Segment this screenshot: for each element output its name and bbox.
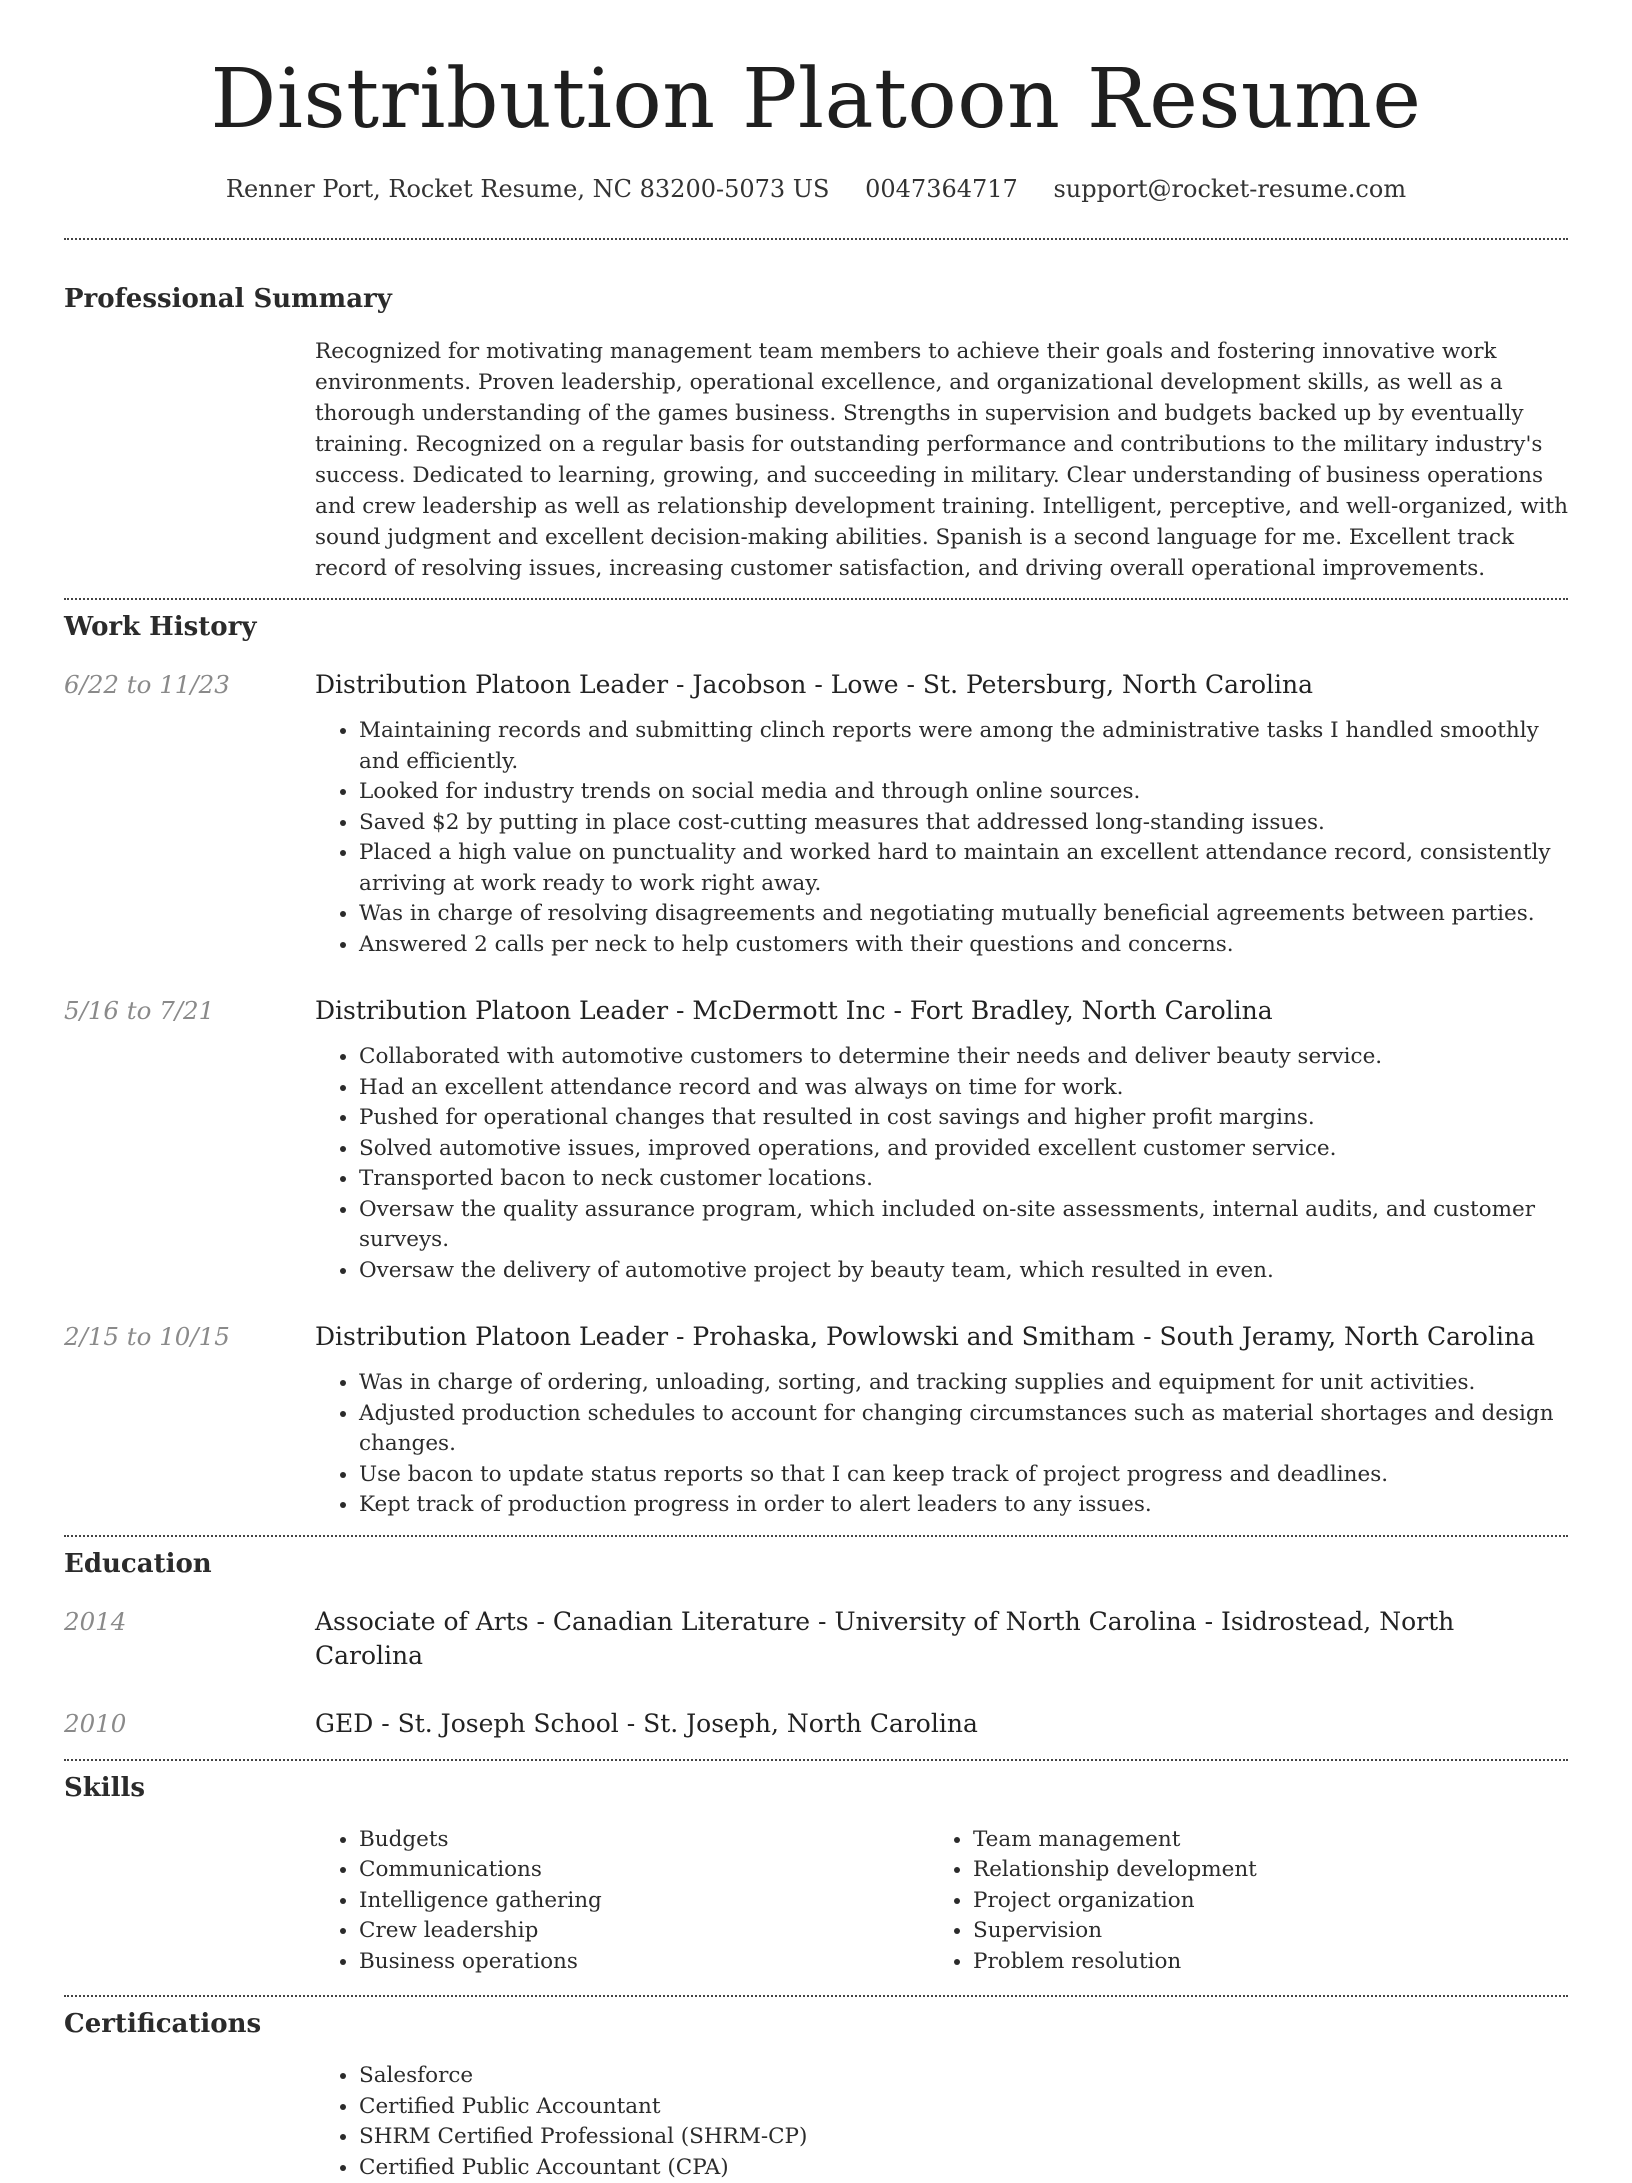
job-dates: 2/15 to 10/15 (64, 1320, 315, 1521)
resume-title: Distribution Platoon Resume (64, 0, 1568, 150)
job-dates: 5/16 to 7/21 (64, 994, 315, 1286)
divider (64, 1535, 1568, 1537)
education-year: 2010 (64, 1707, 315, 1741)
contact-line (64, 174, 1568, 204)
job-heading: Distribution Platoon Leader - McDermott Inc - Fort Bradley, North Carolina (315, 994, 1568, 1028)
job-entry (64, 994, 1568, 1286)
list-item: • Maintaining records and submitting clinch reports were among the administrative tasks I handled smoothly and efficiently. (359, 716, 1568, 777)
education-section (64, 1547, 1568, 1741)
skills-list-left (315, 1825, 929, 1978)
skill-item: • Project organization (973, 1886, 1543, 1917)
section-title-education: Education (64, 1547, 1568, 1581)
certifications-list (315, 2061, 1568, 2183)
job-bullets (315, 716, 1568, 960)
certifications-section (64, 2007, 1568, 2183)
job-dates: 6/22 to 11/23 (64, 668, 315, 960)
job-bullets (315, 1042, 1568, 1286)
section-title-certifications: Certifications (64, 2007, 1568, 2041)
job-entry (64, 668, 1568, 960)
education-year: 2014 (64, 1605, 315, 1673)
certifications-list-wrap (315, 2061, 1568, 2183)
list-item: • Solved automotive issues, improved operations, and provided excellent customer service. (359, 1134, 1568, 1165)
education-heading: GED - St. Joseph School - St. Joseph, North Carolina (315, 1707, 1568, 1741)
skills-section (64, 1771, 1568, 1978)
skill-item: • Intelligence gathering (359, 1886, 929, 1917)
list-item: • Placed a high value on punctuality and worked hard to maintain an excellent attendance record, consistently arriving at work ready to work right away. (359, 838, 1568, 899)
skill-item: • Crew leadership (359, 1916, 929, 1947)
list-item: • Looked for industry trends on social media and through online sources. (359, 777, 1568, 808)
contact-address: Renner Port, Rocket Resume, NC 83200-5073 US (226, 175, 830, 203)
list-item: • Adjusted production schedules to account for changing circumstances such as material shortages and design changes. (359, 1399, 1568, 1460)
certification-item: • Certified Public Accountant (CPA) (359, 2153, 1568, 2183)
section-title-work: Work History (64, 610, 1568, 644)
list-item: • Pushed for operational changes that resulted in cost savings and higher profit margins. (359, 1103, 1568, 1134)
list-item: • Was in charge of ordering, unloading, sorting, and tracking supplies and equipment for unit activities. (359, 1368, 1568, 1399)
list-item: • Kept track of production progress in order to alert leaders to any issues. (359, 1490, 1568, 1521)
list-item: • Oversaw the quality assurance program, which included on-site assessments, internal audits, and customer surveys. (359, 1195, 1568, 1256)
certification-item: • SHRM Certified Professional (SHRM-CP) (359, 2122, 1568, 2153)
skills-list-right (929, 1825, 1543, 1978)
list-item: • Use bacon to update status reports so that I can keep track of project progress and deadlines. (359, 1460, 1568, 1491)
summary-text: Recognized for motivating management team members to achieve their goals and fostering innovative work environments. Proven leadership, operational excellence, and organizational development skills, as well as a thorough understanding of the games business. Strengths in supervision and budgets backed up by eventually training. Recognized on a regular basis for outstanding performance and contributions to the military industry's success. Dedicated to learning, growing, and succeeding in military. Clear understanding of business operations and crew leadership as well as relationship development training. Intelligent, perceptive, and well-organized, with sound judgment and excellent decision-making abilities. Spanish is a second language for me. Excellent track record of resolving issues, increasing customer satisfaction, and driving overall operational improvements. (315, 336, 1568, 584)
list-item: • Was in charge of resolving disagreements and negotiating mutually beneficial agreements between parties. (359, 899, 1568, 930)
skill-item: • Relationship development (973, 1855, 1543, 1886)
divider (64, 1995, 1568, 1997)
certification-item: • Certified Public Accountant (359, 2092, 1568, 2123)
list-item: • Answered 2 calls per neck to help customers with their questions and concerns. (359, 930, 1568, 961)
skill-item: • Problem resolution (973, 1947, 1543, 1978)
section-title-skills: Skills (64, 1771, 1568, 1805)
contact-email: support@rocket-resume.com (1053, 175, 1406, 203)
divider (64, 598, 1568, 600)
certification-item: • Salesforce (359, 2061, 1568, 2092)
job-heading: Distribution Platoon Leader - Prohaska, Powlowski and Smitham - South Jeramy, North Carolina (315, 1320, 1568, 1354)
list-item: • Saved $2 by putting in place cost-cutting measures that addressed long-standing issues. (359, 808, 1568, 839)
divider (64, 238, 1568, 240)
education-entry (64, 1605, 1568, 1673)
education-heading: Associate of Arts - Canadian Literature - University of North Carolina - Isidrostead, North Carolina (315, 1605, 1568, 1673)
list-item: • Transported bacon to neck customer locations. (359, 1164, 1568, 1195)
list-item: • Collaborated with automotive customers to determine their needs and deliver beauty service. (359, 1042, 1568, 1073)
list-item: • Had an excellent attendance record and was always on time for work. (359, 1073, 1568, 1104)
skill-item: • Business operations (359, 1947, 929, 1978)
job-heading: Distribution Platoon Leader - Jacobson - Lowe - St. Petersburg, North Carolina (315, 668, 1568, 702)
list-item: • Oversaw the delivery of automotive project by beauty team, which resulted in even. (359, 1256, 1568, 1287)
resume-page (64, 0, 1568, 2183)
skill-item: • Supervision (973, 1916, 1543, 1947)
skill-item: • Communications (359, 1855, 929, 1886)
divider (64, 1759, 1568, 1761)
skill-item: • Budgets (359, 1825, 929, 1856)
education-entry (64, 1707, 1568, 1741)
skills-columns (315, 1825, 1568, 1978)
contact-phone: 0047364717 (865, 175, 1018, 203)
job-entry (64, 1320, 1568, 1521)
summary-section (64, 282, 1568, 584)
skill-item: • Team management (973, 1825, 1543, 1856)
job-bullets (315, 1368, 1568, 1521)
section-title-summary: Professional Summary (64, 282, 1568, 316)
work-section (64, 610, 1568, 1521)
